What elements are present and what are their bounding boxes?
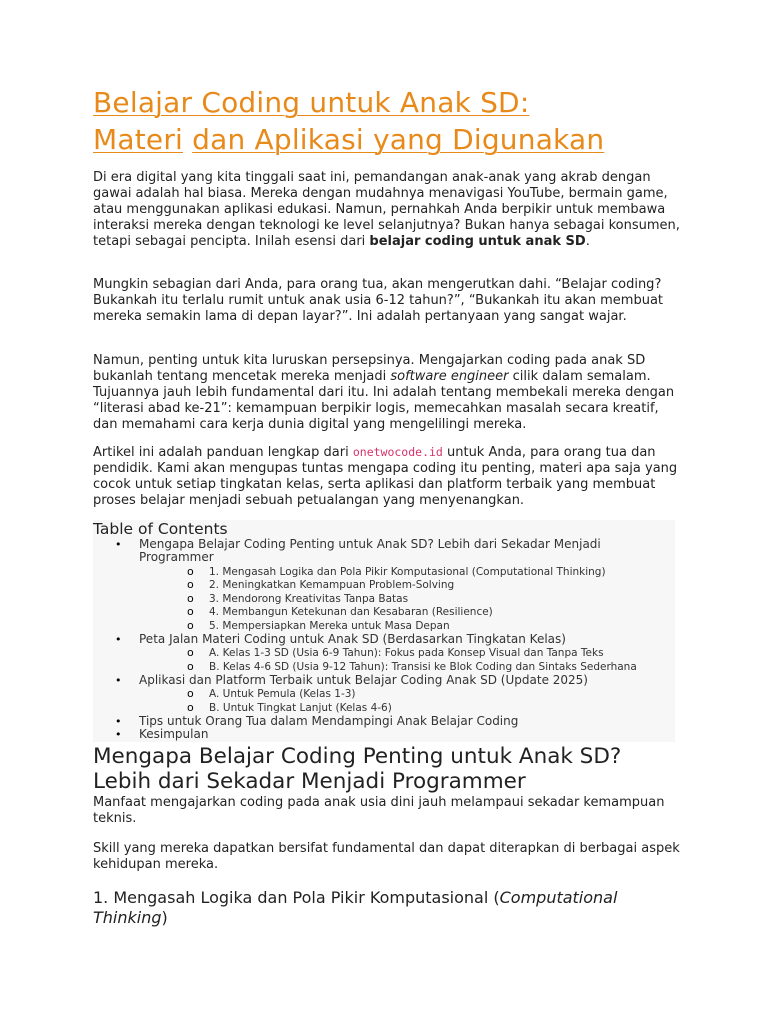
intro-paragraph (93, 170, 683, 250)
section-heading-why-coding (93, 744, 693, 794)
article-title (93, 84, 693, 158)
guide-paragraph (93, 444, 683, 509)
toc-item-why-coding-cont[interactable]: Programmer (139, 550, 214, 564)
toc-item-roadmap[interactable]: Peta Jalan Materi Coding untuk Anak SD (Berdasarkan Tingkatan Kelas) (139, 632, 566, 646)
toc-sub-bullet: o (187, 592, 194, 605)
guide-text-a: Artikel ini adalah panduan lengkap dari (93, 445, 353, 460)
toc-sub-item[interactable]: 4. Membangun Ketekunan dan Kesabaran (Resilience) (209, 606, 493, 618)
parents-question-paragraph: Mungkin sebagian dari Anda, para orang tua, akan mengerutkan dahi. “Belajar coding? Bukankah itu terlalu rumit untuk anak usia 6-12 tahun?”, “Bukankah itu akan membuat mereka semakin lama di depan layar?”. Ini adalah pertanyaan yang sangat wajar. (93, 277, 664, 324)
toc-item-why-coding[interactable]: Mengapa Belajar Coding Penting untuk Anak SD? Lebih dari Sekadar Menjadi (139, 537, 601, 551)
perception-text-a: Namun, penting untuk kita luruskan persepsinya. Mengajarkan coding pada anak SD bukanlah tentang mencetak mereka menjadi (93, 353, 646, 384)
toc-bullet: • (115, 633, 122, 646)
toc-sub-item[interactable]: B. Kelas 4-6 SD (Usia 9-12 Tahun): Transisi ke Blok Coding dan Sintaks Sederhana (209, 661, 637, 673)
table-of-contents (93, 520, 675, 742)
toc-bullet: • (115, 538, 122, 551)
toc-item-apps[interactable]: Aplikasi dan Platform Terbaik untuk Belajar Coding Anak SD (Update 2025) (139, 673, 588, 687)
subsection-text-b: ) (161, 908, 168, 927)
perception-italic: software engineer (390, 369, 509, 384)
intro-end: . (585, 234, 590, 249)
toc-title: Table of Contents (93, 520, 228, 538)
title-text-part1: Belajar Coding untuk Anak SD: (93, 86, 530, 119)
perception-text-b: cilik dalam semalam. Tujuannya jauh lebih fundamental dari itu. Ini adalah tentang membekali mereka dengan “literasi abad ke-21”: kemampuan berpikir logis, memecahkan masalah secara kreatif, dan memahami cara kerja dunia digital yang mengelilingi mereka. (93, 369, 675, 432)
subsection-italic: Computational Thinking (93, 888, 618, 927)
toc-bullet: • (115, 715, 122, 728)
toc-bullet: • (115, 728, 122, 741)
toc-sub-bullet: o (187, 646, 194, 659)
perception-paragraph (93, 353, 683, 433)
title-link-aplikasi[interactable]: dan Aplikasi yang Digunakan (192, 123, 605, 156)
section-heading-line1: Mengapa Belajar Coding Penting untuk Anak SD? (93, 744, 622, 769)
toc-item-tips[interactable]: Tips untuk Orang Tua dalam Mendampingi Anak Belajar Coding (139, 714, 519, 728)
intro-bold-keyword: belajar coding untuk anak SD (369, 234, 586, 249)
toc-sub-item[interactable]: 1. Mengasah Logika dan Pola Pikir Komputasional (Computational Thinking) (209, 566, 606, 578)
subsection-text-a: 1. Mengasah Logika dan Pola Pikir Komputasional ( (93, 888, 500, 907)
toc-sub-item[interactable]: A. Kelas 1-3 SD (Usia 6-9 Tahun): Fokus pada Konsep Visual dan Tanpa Teks (209, 647, 604, 659)
toc-sub-bullet: o (187, 687, 194, 700)
skills-paragraph: Skill yang mereka dapatkan bersifat fundamental dan dapat diterapkan di berbagai aspek kehidupan mereka. (93, 841, 680, 872)
toc-sub-item[interactable]: 5. Mempersiapkan Mereka untuk Masa Depan (209, 620, 450, 632)
guide-text-b: untuk Anda, para orang tua dan pendidik. Kami akan mengupas tuntas mengapa coding itu penting, materi apa saja yang cocok untuk setiap tingkatan kelas, serta aplikasi dan platform terbaik yang membuat proses belajar menjadi sebuah petualangan yang menyenangkan. (93, 445, 678, 508)
toc-sub-bullet: o (187, 660, 194, 673)
toc-sub-item[interactable]: 2. Meningkatkan Kemampuan Problem-Solving (209, 579, 455, 591)
toc-sub-item[interactable]: 3. Mendorong Kreativitas Tanpa Batas (209, 593, 409, 605)
title-link-materi[interactable]: Materi (93, 123, 184, 156)
section-heading-line2: Lebih dari Sekadar Menjadi Programmer (93, 769, 526, 794)
toc-sub-bullet: o (187, 578, 194, 591)
intro-text: Di era digital yang kita tinggali saat ini, pemandangan anak-anak yang akrab dengan gawai adalah hal biasa. Mereka dengan mudahnya menavigasi YouTube, bermain game, atau menggunakan aplikasi edukasi. Namun, pernahkah Anda berpikir untuk membawa interaksi mereka dengan teknologi ke level selanjutnya? Bukan hanya sebagai konsumen, tetapi sebagai pencipta. Inilah esensi dari (93, 170, 680, 249)
site-code-link[interactable]: onetwocode.id (352, 445, 443, 459)
toc-sub-item[interactable]: A. Untuk Pemula (Kelas 1-3) (209, 688, 356, 700)
toc-sub-bullet: o (187, 565, 194, 578)
toc-sub-bullet: o (187, 619, 194, 632)
benefits-paragraph: Manfaat mengajarkan coding pada anak usia dini jauh melampaui sekadar kemampuan teknis. (93, 795, 665, 826)
toc-sub-bullet: o (187, 605, 194, 618)
toc-sub-item[interactable]: B. Untuk Tingkat Lanjut (Kelas 4-6) (209, 702, 392, 714)
toc-sub-bullet: o (187, 701, 194, 714)
toc-item-conclusion[interactable]: Kesimpulan (139, 727, 209, 741)
subsection-heading-logic (93, 888, 693, 928)
toc-bullet: • (115, 674, 122, 687)
